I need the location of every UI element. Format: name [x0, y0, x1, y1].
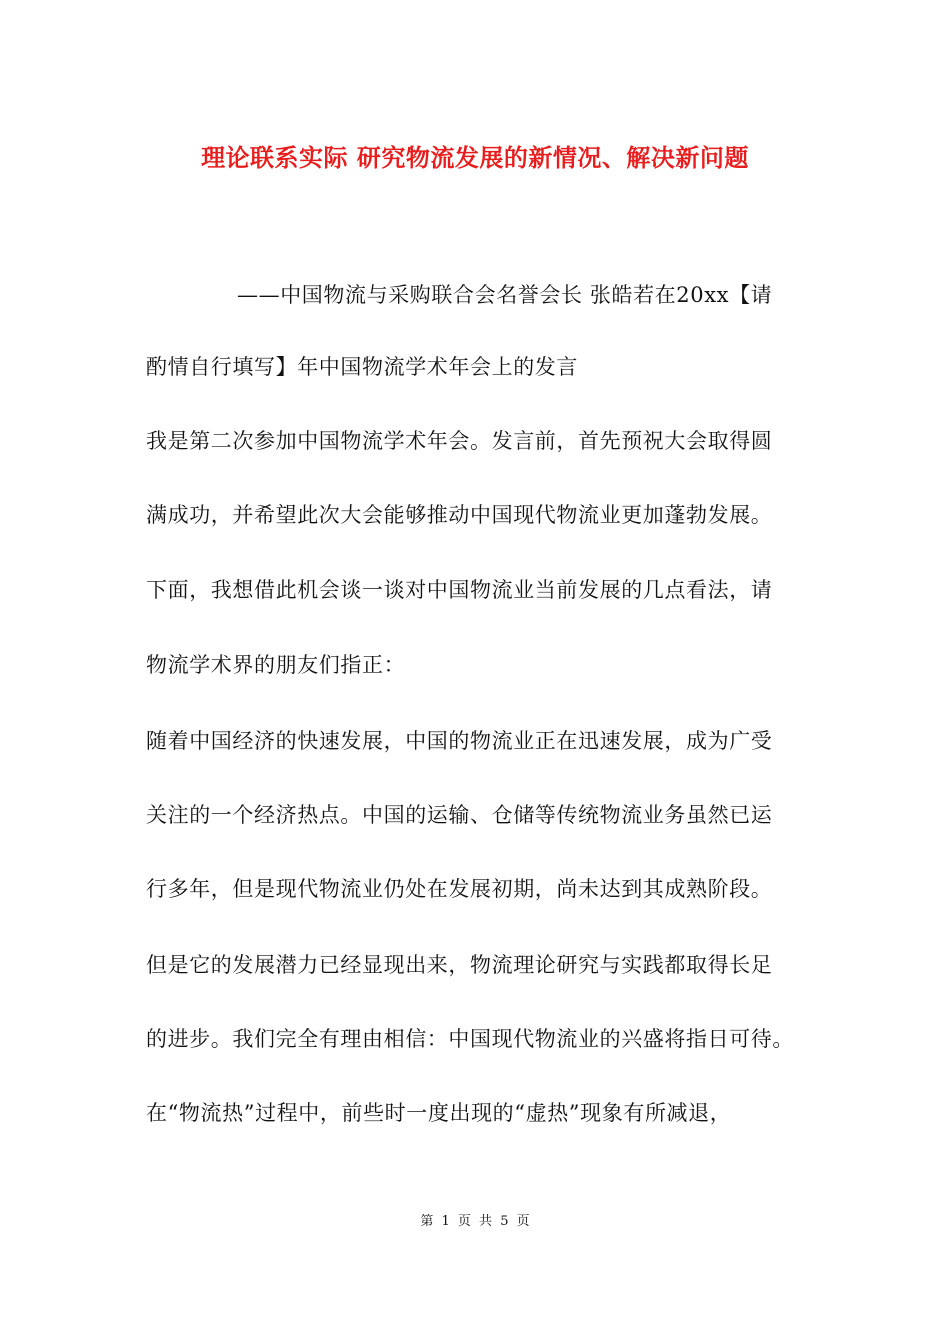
body-line: 物流学术界的朋友们指正： [146, 653, 406, 677]
page-number: 第 1 页 共 5 页 [420, 1214, 530, 1229]
body-line: 行多年，但是现代物流业仍处在发展初期，尚未达到其成熟阶段。 [146, 877, 773, 901]
subtitle-line-2: 酌情自行填写】年中国物流学术年会上的发言 [146, 355, 578, 379]
document-title: 理论联系实际 研究物流发展的新情况、解决新问题 [201, 143, 749, 172]
body-line: 在“物流热”过程中，前些时一度出现的“虚热”现象有所减退， [146, 1101, 732, 1125]
subtitle-line-1: ——中国物流与采购联合会名誉会长 张皓若在20xx【请 [237, 283, 773, 307]
body-line: 随着中国经济的快速发展，中国的物流业正在迅速发展，成为广受 [146, 729, 773, 753]
body-line: 的进步。我们完全有理由相信：中国现代物流业的兴盛将指日可待。 [146, 1027, 794, 1051]
body-line: 下面，我想借此机会谈一谈对中国物流业当前发展的几点看法，请 [146, 578, 773, 602]
body-line: 我是第二次参加中国物流学术年会。发言前，首先预祝大会取得圆 [146, 429, 773, 453]
body-line: 但是它的发展潜力已经显现出来，物流理论研究与实践都取得长足 [146, 953, 773, 977]
body-line: 满成功，并希望此次大会能够推动中国现代物流业更加蓬勃发展。 [146, 503, 773, 527]
body-line: 关注的一个经济热点。中国的运输、仓储等传统物流业务虽然已运 [146, 803, 773, 827]
